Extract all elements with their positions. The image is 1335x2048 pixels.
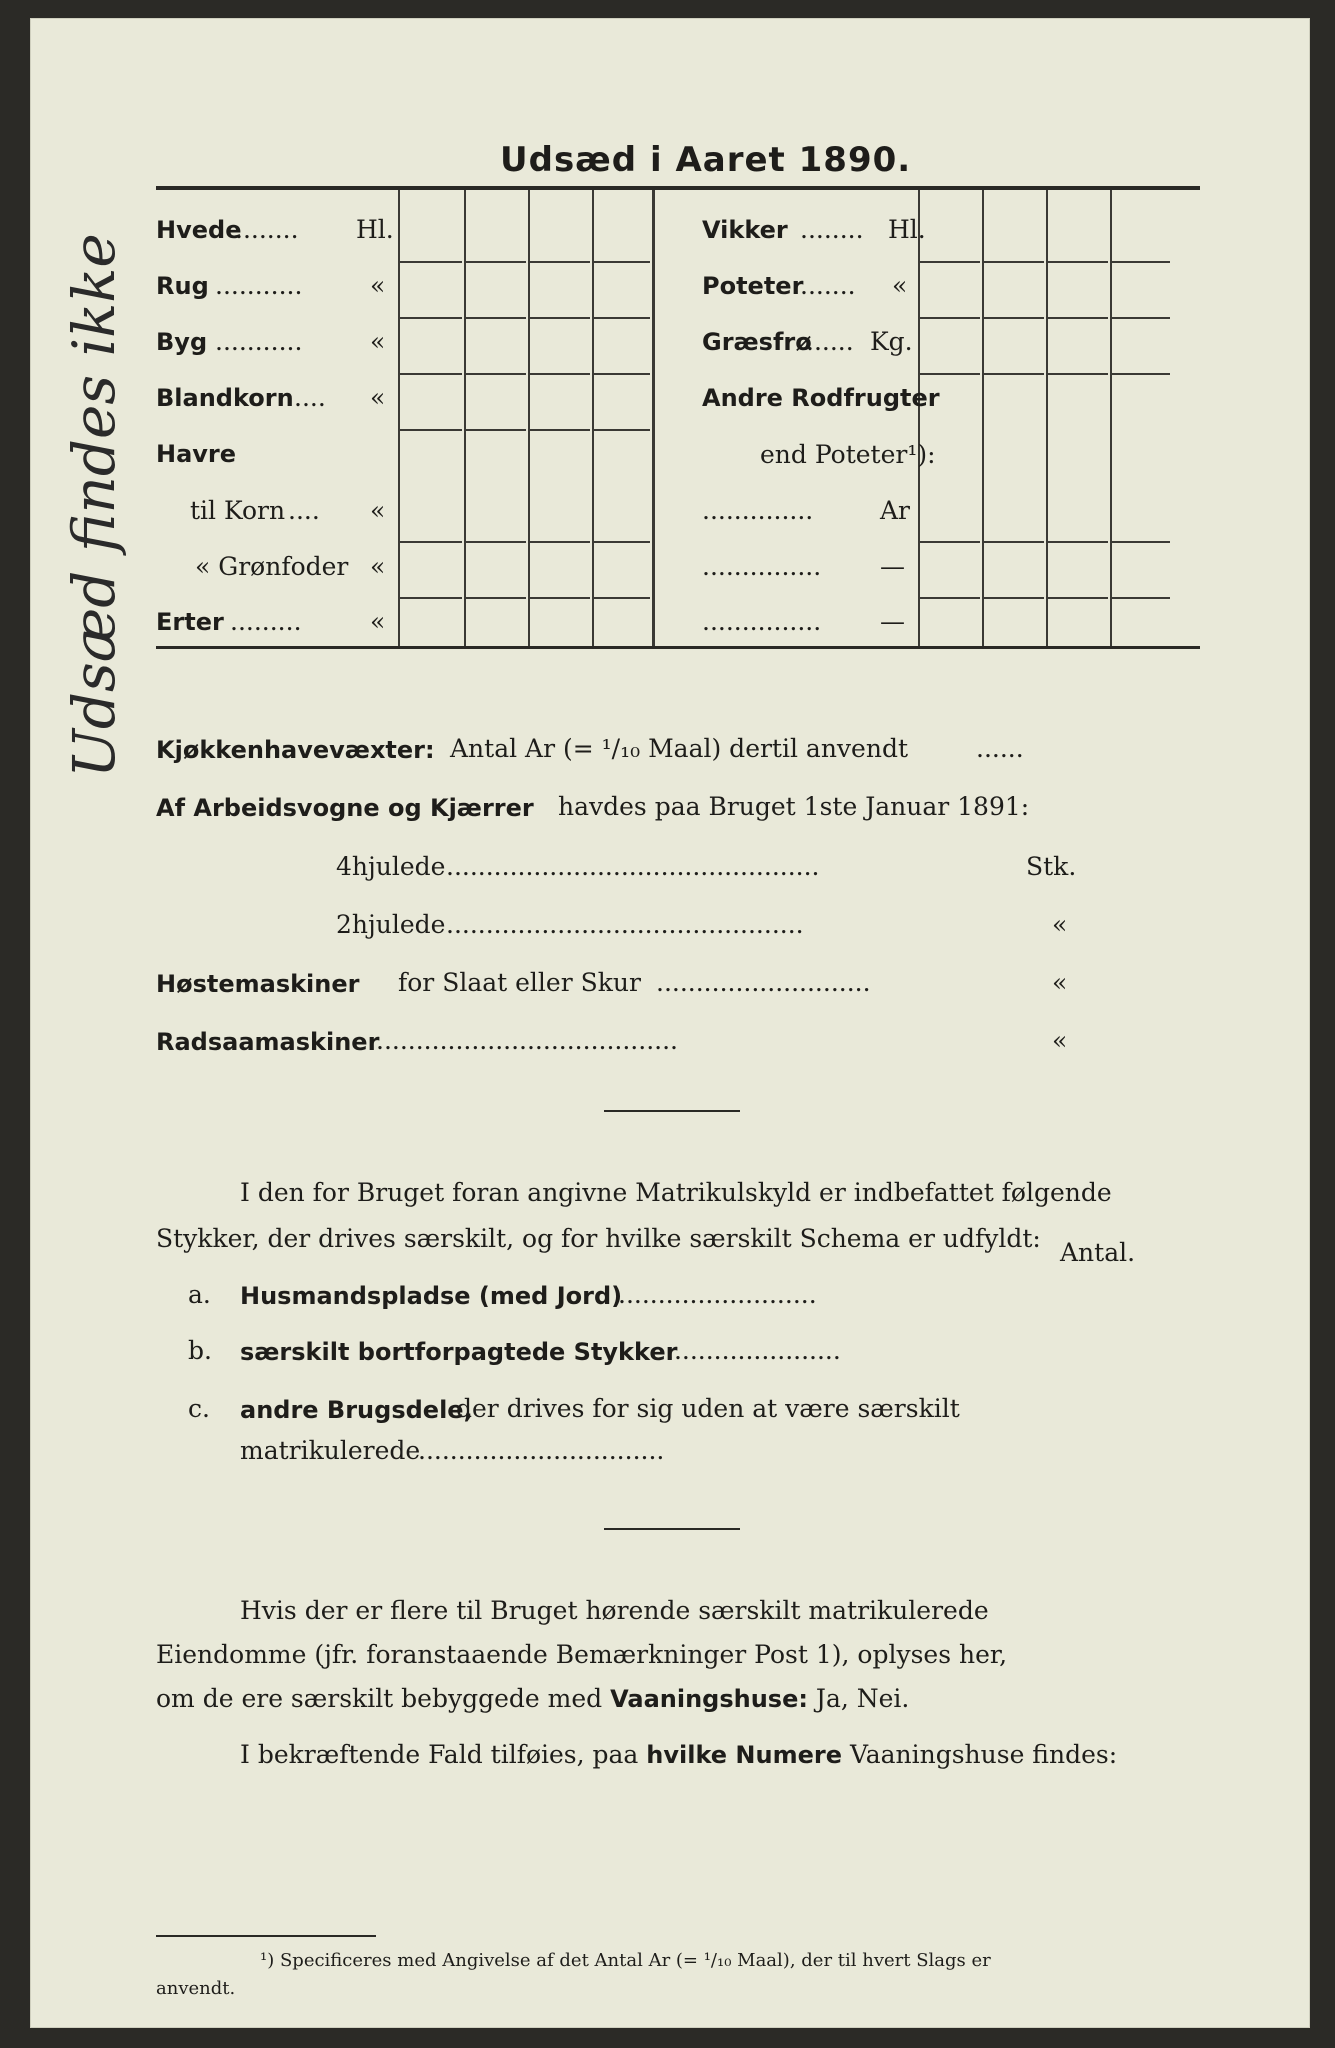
cell-underline xyxy=(1112,597,1170,599)
footnote-line2: anvendt. xyxy=(156,1978,236,1999)
dot-leader: ............................................... xyxy=(446,852,820,881)
item-a-label: Husmandspladse (med Jord) xyxy=(240,1282,623,1310)
flere-line2: Eiendomme (jfr. foranstaaende Bemærkninger Post 1), oplyses her, xyxy=(156,1640,1008,1669)
cell-underline xyxy=(920,373,980,375)
hjul2-unit: « xyxy=(1052,910,1068,939)
row-unit: Hl. xyxy=(888,215,926,244)
dot-leader: ............... xyxy=(702,607,822,636)
cell-underline xyxy=(466,541,526,543)
cell-underline xyxy=(1048,317,1108,319)
flere-line4 xyxy=(240,1740,1117,1769)
row-label-hvede: Hvede xyxy=(156,216,242,244)
dot-leader: ........... xyxy=(215,327,303,356)
left-grid-line xyxy=(592,190,594,646)
row-label-end-poteter: end Poteter¹): xyxy=(760,440,936,469)
cell-underline xyxy=(530,373,590,375)
flere-line4c: Vaaningshuse findes: xyxy=(849,1740,1118,1769)
row-unit: « xyxy=(370,383,386,412)
cell-underline xyxy=(1048,373,1108,375)
table-center-divider xyxy=(652,190,655,646)
row-unit: « xyxy=(370,496,386,525)
radsaa-label: Radsaamaskiner xyxy=(156,1028,380,1056)
cell-underline xyxy=(984,317,1044,319)
hjul2-label: 2hjulede xyxy=(336,910,446,939)
dot-leader: ........ xyxy=(800,215,864,244)
dot-leader: .............. xyxy=(702,496,814,525)
flere-line3b: Vaaningshuse: xyxy=(610,1685,808,1713)
row-unit: — xyxy=(880,607,905,636)
row-label-blandkorn: Blandkorn xyxy=(156,384,294,412)
cell-underline xyxy=(594,429,650,431)
dot-leader: ....... xyxy=(800,271,856,300)
dot-leader: ........ xyxy=(235,215,299,244)
cell-underline xyxy=(594,597,650,599)
row-label-gronfoder: « Grønfoder xyxy=(195,552,349,581)
cell-underline xyxy=(1048,597,1108,599)
hoste-unit: « xyxy=(1052,968,1068,997)
hoste-label: Høstemaskiner xyxy=(156,970,360,998)
cell-underline xyxy=(400,429,462,431)
flere-line4a: I bekræftende Fald tilføies, paa xyxy=(240,1740,639,1769)
flere-line3c: Ja, Nei. xyxy=(815,1684,910,1713)
row-label-erter: Erter xyxy=(156,608,224,636)
hoste-text: for Slaat eller Skur xyxy=(398,968,641,997)
dot-leader: ............................... xyxy=(418,1436,665,1465)
dot-leader: ...................................... xyxy=(376,1026,678,1055)
cell-underline xyxy=(1112,541,1170,543)
row-label-graesfro: Græsfrø xyxy=(702,328,812,356)
row-unit: « xyxy=(370,607,386,636)
hjul4-unit: Stk. xyxy=(1026,852,1077,881)
cell-underline xyxy=(1112,261,1170,263)
item-letter-a: a. xyxy=(188,1280,211,1309)
row-unit: « xyxy=(370,271,386,300)
radsaa-unit: « xyxy=(1052,1026,1068,1055)
section-divider xyxy=(604,1110,740,1112)
vogne-text: havdes paa Bruget 1ste Januar 1891: xyxy=(558,792,1030,821)
dot-leader: ......................... xyxy=(618,1280,817,1309)
right-grid-line xyxy=(1110,190,1112,646)
matrikul-line1: I den for Bruget foran angivne Matrikulskyld er indbefattet følgende xyxy=(240,1178,1112,1207)
cell-underline xyxy=(466,373,526,375)
row-unit: « xyxy=(370,552,386,581)
dot-leader: ........................... xyxy=(656,968,871,997)
left-grid-line xyxy=(528,190,530,646)
footnote-line1: ¹) Specificeres med Angivelse af det Antal Ar (= ¹/₁₀ Maal), der til hvert Slags er xyxy=(260,1950,991,1971)
cell-underline xyxy=(920,261,980,263)
row-unit: — xyxy=(880,552,905,581)
cell-underline xyxy=(920,541,980,543)
footnote-rule xyxy=(156,1935,376,1937)
kjokken-label: Kjøkkenhavevæxter: xyxy=(156,736,435,764)
flere-line4b: hvilke Numere xyxy=(646,1741,842,1769)
cell-underline xyxy=(530,261,590,263)
dot-leader: .... xyxy=(294,383,326,412)
item-b-label: særskilt bortforpagtede Stykker xyxy=(240,1338,678,1366)
hjul4-label: 4hjulede xyxy=(336,852,446,881)
dot-leader: ...................... xyxy=(666,1336,841,1365)
dot-leader: ........... xyxy=(215,271,303,300)
right-grid-line xyxy=(1046,190,1048,646)
dot-leader: ...... xyxy=(976,734,1024,763)
cell-underline xyxy=(594,373,650,375)
antal-header: Antal. xyxy=(1060,1238,1136,1267)
matrikul-line2: Stykker, der drives særskilt, og for hvilke særskilt Schema er udfyldt: xyxy=(156,1224,1041,1253)
cell-underline xyxy=(466,597,526,599)
cell-underline xyxy=(530,429,590,431)
cell-underline xyxy=(400,541,462,543)
item-c-line2: matrikulerede xyxy=(240,1436,421,1465)
row-unit: « xyxy=(370,327,386,356)
section-divider xyxy=(604,1528,740,1530)
dot-leader: ............... xyxy=(702,552,822,581)
row-label-rug: Rug xyxy=(156,272,209,300)
cell-underline xyxy=(984,597,1044,599)
kjokken-text: Antal Ar (= ¹/₁₀ Maal) dertil anvendt xyxy=(450,734,908,763)
cell-underline xyxy=(1048,541,1108,543)
left-grid-line xyxy=(398,190,400,646)
dot-leader: ......... xyxy=(230,607,302,636)
row-label-poteter: Poteter xyxy=(702,272,804,300)
vogne-label: Af Arbeidsvogne og Kjærrer xyxy=(156,794,534,822)
cell-underline xyxy=(400,317,462,319)
form-page xyxy=(30,18,1310,2028)
cell-underline xyxy=(466,429,526,431)
cell-underline xyxy=(530,597,590,599)
dot-leader: .... xyxy=(288,496,320,525)
row-unit: « xyxy=(892,271,908,300)
cell-underline xyxy=(594,261,650,263)
cell-underline xyxy=(400,373,462,375)
cell-underline xyxy=(1112,373,1170,375)
right-grid-line xyxy=(982,190,984,646)
table-top-rule xyxy=(156,186,1200,190)
cell-underline xyxy=(1048,261,1108,263)
dot-leader: ............................................. xyxy=(446,910,804,939)
cell-underline xyxy=(920,317,980,319)
row-label-til-korn: til Korn xyxy=(190,496,286,525)
left-grid-line xyxy=(464,190,466,646)
row-unit: Ar xyxy=(880,496,911,525)
cell-underline xyxy=(984,541,1044,543)
flere-line3a: om de ere særskilt bebyggede med xyxy=(156,1684,603,1713)
row-label-byg: Byg xyxy=(156,328,208,356)
cell-underline xyxy=(1112,317,1170,319)
page-title: Udsæd i Aaret 1890. xyxy=(500,140,912,180)
row-unit: Kg. xyxy=(870,327,913,356)
item-letter-c: c. xyxy=(188,1394,210,1423)
cell-underline xyxy=(920,597,980,599)
item-c-text: der drives for sig uden at være særskilt xyxy=(456,1394,960,1423)
item-c-label: andre Brugsdele, xyxy=(240,1396,473,1424)
right-grid-line xyxy=(918,190,920,646)
row-label-andre-rodfrugter: Andre Rodfrugter xyxy=(702,384,940,412)
table-bottom-rule xyxy=(156,646,1200,649)
cell-underline xyxy=(466,317,526,319)
cell-underline xyxy=(594,317,650,319)
cell-underline xyxy=(530,317,590,319)
dot-leader: ...... xyxy=(806,327,854,356)
flere-line1: Hvis der er flere til Bruget hørende særskilt matrikulerede xyxy=(240,1596,989,1625)
cell-underline xyxy=(594,541,650,543)
row-label-havre: Havre xyxy=(156,440,237,468)
handwritten-note: Udsæd findes ikke xyxy=(60,233,128,778)
row-unit: Hl. xyxy=(356,215,394,244)
flere-line3 xyxy=(156,1684,909,1713)
cell-underline xyxy=(466,261,526,263)
row-label-vikker: Vikker xyxy=(702,216,788,244)
cell-underline xyxy=(400,597,462,599)
item-letter-b: b. xyxy=(188,1336,212,1365)
cell-underline xyxy=(530,541,590,543)
cell-underline xyxy=(984,261,1044,263)
cell-underline xyxy=(984,373,1044,375)
cell-underline xyxy=(400,261,462,263)
